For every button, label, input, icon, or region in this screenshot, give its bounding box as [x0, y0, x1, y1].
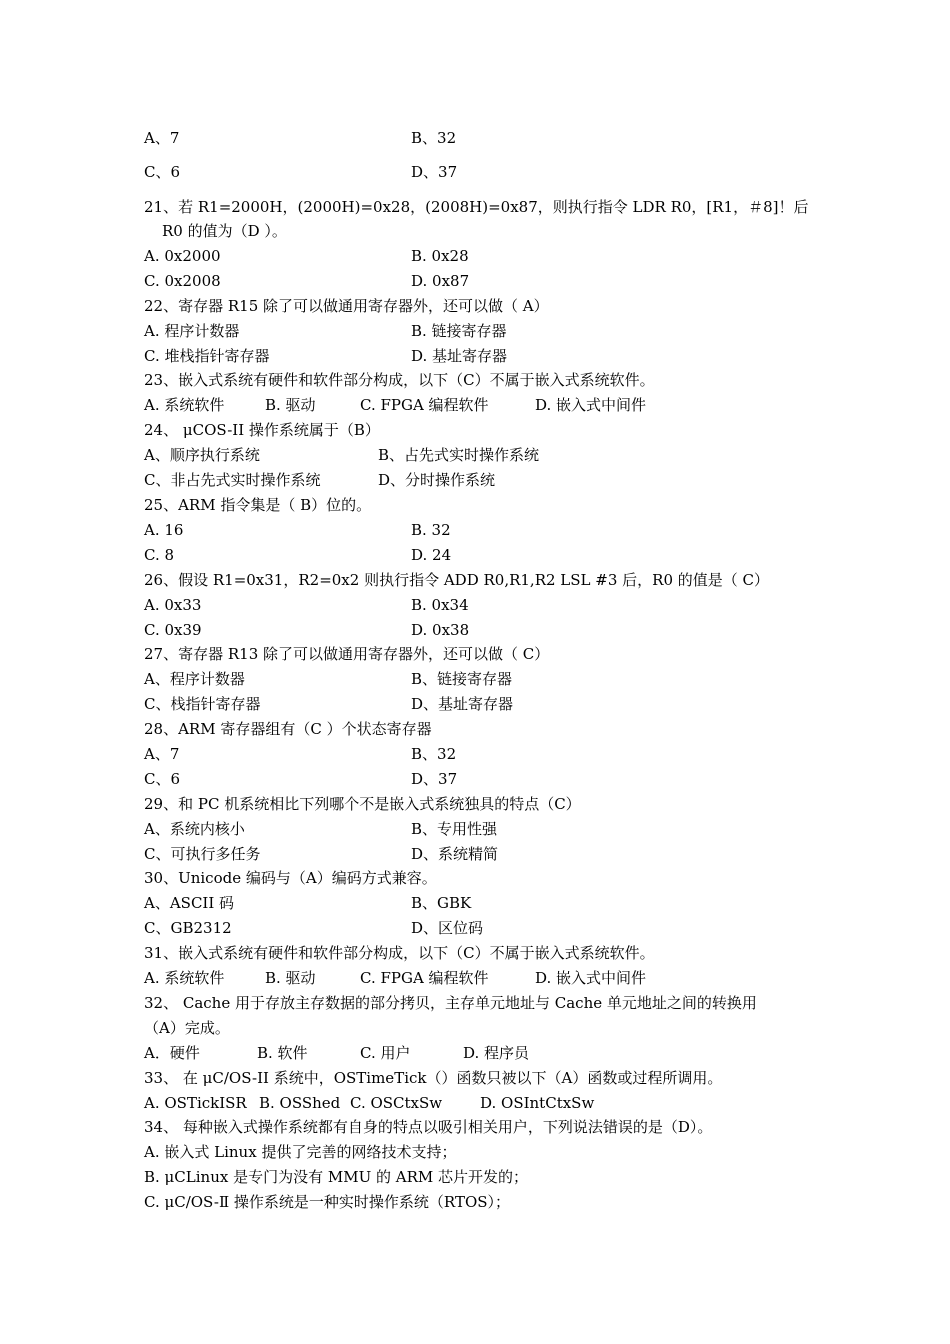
option-b: D. 基址寄存器	[411, 347, 508, 365]
option-a: A. 0x33	[144, 596, 202, 614]
option-b: D、基址寄存器	[411, 695, 514, 713]
text-line: R0 的值为（D ）。	[162, 222, 287, 240]
text-line: 34、 每种嵌入式操作系统都有自身的特点以吸引相关用户，下列说法错误的是（D）。	[144, 1118, 713, 1136]
text-line: 27、寄存器 R13 除了可以做通用寄存器外，还可以做（ C）	[144, 645, 550, 663]
option-b: B、32	[411, 745, 457, 763]
option-item: B. 软件	[257, 1044, 308, 1062]
option-row	[144, 128, 456, 148]
text-line: 22、寄存器 R15 除了可以做通用寄存器外，还可以做（ A）	[144, 297, 549, 315]
option-a: A、顺序执行系统	[144, 446, 260, 464]
option-a: A、7	[144, 129, 180, 147]
option-b: D. 24	[411, 546, 452, 564]
text-line: （A）完成。	[144, 1019, 230, 1037]
option-row	[144, 769, 457, 789]
text-line: 24、 μCOS-II 操作系统属于（B）	[144, 421, 380, 439]
option-b: B. 32	[411, 521, 451, 539]
option-b: B. 0x28	[411, 247, 469, 265]
option-a: C、6	[144, 770, 181, 788]
option-row	[144, 470, 495, 490]
option-row	[144, 445, 539, 465]
option-b: D、分时操作系统	[378, 471, 496, 489]
option-row	[144, 246, 469, 266]
text-line: A. 嵌入式 Linux 提供了完善的网络技术支持；	[144, 1143, 457, 1161]
option-item: B. 驱动	[265, 396, 316, 414]
option-a: C. 0x39	[144, 621, 202, 639]
text-line: 26、假设 R1=0x31，R2=0x2 则执行指令 ADD R0,R1,R2 LSL #3 后，R0 的值是（ C）	[144, 571, 770, 589]
option-b: B、32	[411, 129, 457, 147]
option-row	[144, 162, 457, 182]
option-b: B. 0x34	[411, 596, 469, 614]
option-b: D、37	[411, 770, 458, 788]
option-row	[144, 271, 469, 291]
option-b: D、系统精简	[411, 845, 499, 863]
text-line: 28、ARM 寄存器组有（C ）个状态寄存器	[144, 720, 432, 738]
option-a: C. 0x2008	[144, 272, 221, 290]
option-row	[144, 694, 513, 714]
text-line: 25、ARM 指令集是（ B）位的。	[144, 496, 372, 514]
option-item: C. FPGA 编程软件	[360, 969, 489, 987]
option-a: A. 程序计数器	[144, 322, 240, 340]
option-b: B. 链接寄存器	[411, 322, 507, 340]
option-row	[144, 520, 451, 540]
option-a: A. 16	[144, 521, 184, 539]
text-line: 30、Unicode 编码与（A）编码方式兼容。	[144, 869, 437, 887]
option-b: D、37	[411, 163, 458, 181]
option-b: B、链接寄存器	[411, 670, 513, 688]
option-b: B、占先式实时操作系统	[378, 446, 540, 464]
option-row	[144, 744, 456, 764]
option-item: D. 程序员	[463, 1044, 530, 1062]
option-item: B. OSShed	[259, 1094, 341, 1112]
option-a: A、7	[144, 745, 180, 763]
option-b: D. 0x38	[411, 621, 470, 639]
option-row	[144, 893, 471, 913]
option-a: C、非占先式实时操作系统	[144, 471, 321, 489]
option-b: B、专用性强	[411, 820, 498, 838]
option-row	[144, 918, 483, 938]
option-b: D、区位码	[411, 919, 484, 937]
option-item: C. 用户	[360, 1044, 411, 1062]
option-item: A. 系统软件	[144, 396, 225, 414]
option-row	[144, 620, 469, 640]
option-a: A、ASCII 码	[144, 894, 235, 912]
option-row	[144, 669, 512, 689]
option-item: C. FPGA 编程软件	[360, 396, 489, 414]
text-line: 31、嵌入式系统有硬件和软件部分构成，以下（C）不属于嵌入式系统软件。	[144, 944, 655, 962]
option-row	[144, 595, 469, 615]
option-item: A. OSTickISR	[144, 1094, 247, 1112]
option-a: C、GB2312	[144, 919, 232, 937]
option-a: C. 堆栈指针寄存器	[144, 347, 270, 365]
option-item: A. 系统软件	[144, 969, 225, 987]
text-line: 29、和 PC 机系统相比下列哪个不是嵌入式系统独具的特点（C）	[144, 795, 581, 813]
option-a: C、可执行多任务	[144, 845, 261, 863]
option-item: D. OSIntCtxSw	[480, 1094, 595, 1112]
option-a: C. 8	[144, 546, 175, 564]
text-line: 21、若 R1=2000H，(2000H)=0x28，(2008H)=0x87，则执行指令 LDR R0，[R1，＃8]！后	[144, 198, 809, 216]
option-item: D. 嵌入式中间件	[535, 396, 647, 414]
option-row	[144, 321, 507, 341]
option-item: C. OSCtxSw	[350, 1094, 443, 1112]
option-a: A、系统内核小	[144, 820, 245, 838]
text-line: B. μCLinux 是专门为没有 MMU 的 ARM 芯片开发的；	[144, 1168, 529, 1186]
option-a: A、程序计数器	[144, 670, 245, 688]
option-row	[144, 844, 498, 864]
option-b: D. 0x87	[411, 272, 470, 290]
option-b: B、GBK	[411, 894, 472, 912]
text-line: 33、 在 μC/OS-II 系统中，OSTimeTick（）函数只被以下（A）函数或过程所调用。	[144, 1069, 723, 1087]
option-row	[144, 545, 451, 565]
text-line: 23、嵌入式系统有硬件和软件部分构成，以下（C）不属于嵌入式系统软件。	[144, 371, 655, 389]
option-row	[144, 346, 507, 366]
option-a: C、栈指针寄存器	[144, 695, 261, 713]
option-item: D. 嵌入式中间件	[535, 969, 647, 987]
option-item: B. 驱动	[265, 969, 316, 987]
option-a: A. 0x2000	[144, 247, 221, 265]
text-line: 32、 Cache 用于存放主存数据的部分拷贝，主存单元地址与 Cache 单元地址之间的转换用	[144, 994, 757, 1012]
option-item: A．硬件	[144, 1044, 200, 1062]
text-line: C. μC/OS-Ⅱ 操作系统是一种实时操作系统（RTOS）；	[144, 1193, 511, 1211]
option-a: C、6	[144, 163, 181, 181]
option-row	[144, 819, 497, 839]
